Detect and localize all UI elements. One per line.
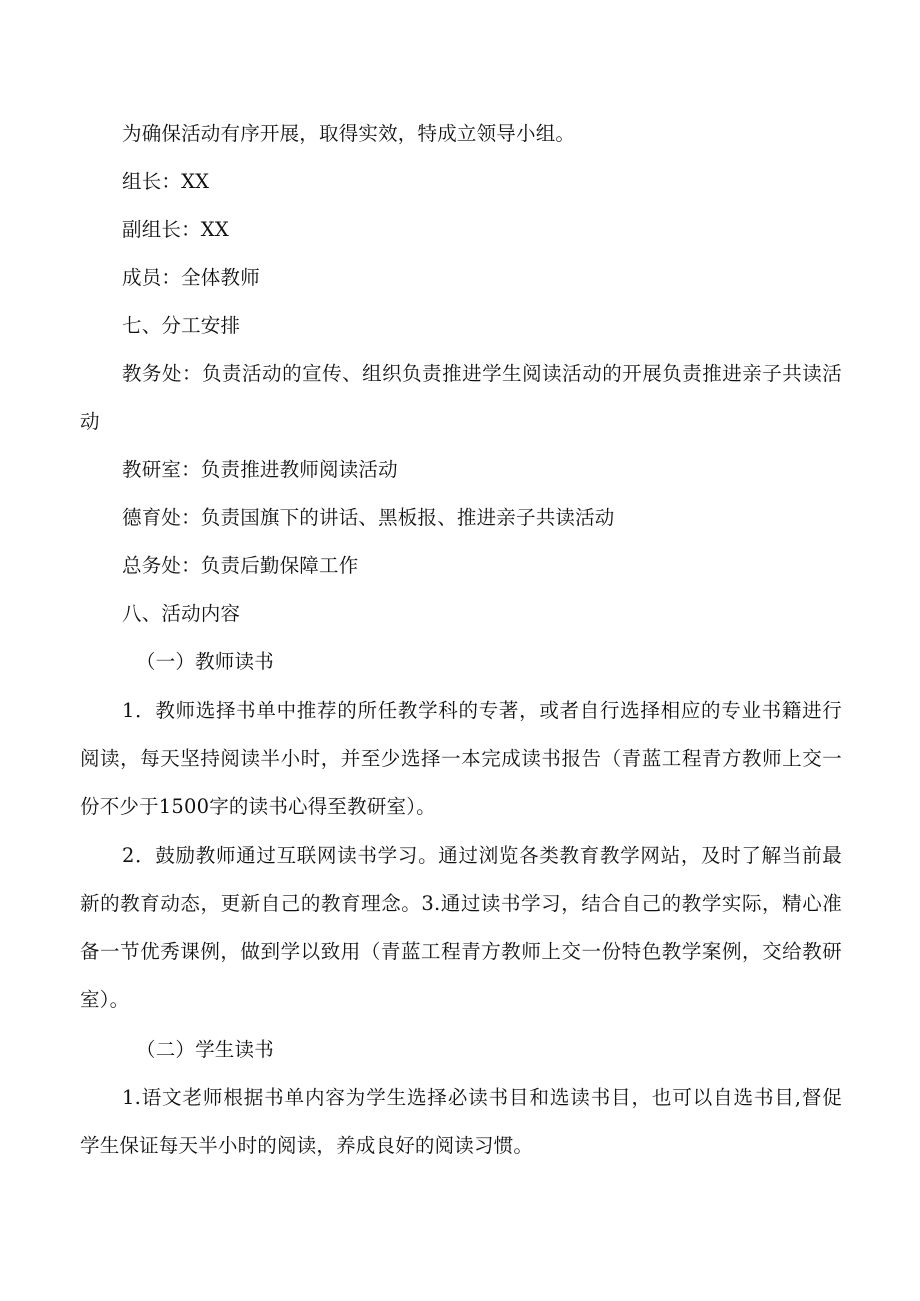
section-heading-7: 七、分工安排: [122, 314, 241, 337]
team-leader: 组长：XX: [122, 170, 210, 193]
student-item-1-line-2: 学生保证每天半小时的阅读，养成良好的阅读习惯。: [80, 1134, 534, 1157]
moral-education-duty: 德育处：负责国旗下的讲话、黑板报、推进亲子共读活动: [122, 506, 615, 529]
academic-affairs-line-1: 教务处：负责活动的宣传、组织负责推进学生阅读活动的开展负责推进亲子共读活: [122, 362, 842, 385]
student-item-1-line-1: 1.语文老师根据书单内容为学生选择必读书目和选读书目，也可以自选书目,督促: [122, 1086, 842, 1109]
academic-affairs-line-2: 动: [80, 410, 100, 433]
subsection-teacher-reading: （一）教师读书: [136, 650, 274, 673]
leadership-intro: 为确保活动有序开展，取得实效，特成立领导小组。: [122, 122, 576, 145]
section-heading-8: 八、活动内容: [122, 602, 241, 625]
teacher-item-2-line-1: 2．鼓励教师通过互联网读书学习。通过浏览各类教育教学网站，及时了解当前最: [122, 844, 842, 867]
subsection-student-reading: （二）学生读书: [136, 1038, 274, 1061]
team-members: 成员：全体教师: [122, 266, 260, 289]
teacher-item-2-line-2: 新的教育动态，更新自己的教育理念。3.通过读书学习，结合自己的教学实际，精心准: [80, 892, 842, 915]
teacher-item-2-line-4: 室）。: [80, 988, 130, 1011]
teacher-item-1-line-3: 份不少于1500字的读书心得至教研室）。: [80, 795, 436, 818]
teacher-item-1-line-1: 1．教师选择书单中推荐的所任教学科的专著，或者自行选择相应的专业书籍进行: [122, 699, 842, 722]
research-office-duty: 教研室：负责推进教师阅读活动: [122, 458, 398, 481]
teacher-item-2-line-3: 备一节优秀课例，做到学以致用（青蓝工程青方教师上交一份特色教学案例，交给教研: [80, 940, 842, 963]
teacher-item-1-line-2: 阅读，每天坚持阅读半小时，并至少选择一本完成读书报告（青蓝工程青方教师上交一: [80, 747, 842, 770]
general-affairs-duty: 总务处：负责后勤保障工作: [122, 554, 359, 577]
deputy-leader: 副组长：XX: [122, 218, 229, 241]
